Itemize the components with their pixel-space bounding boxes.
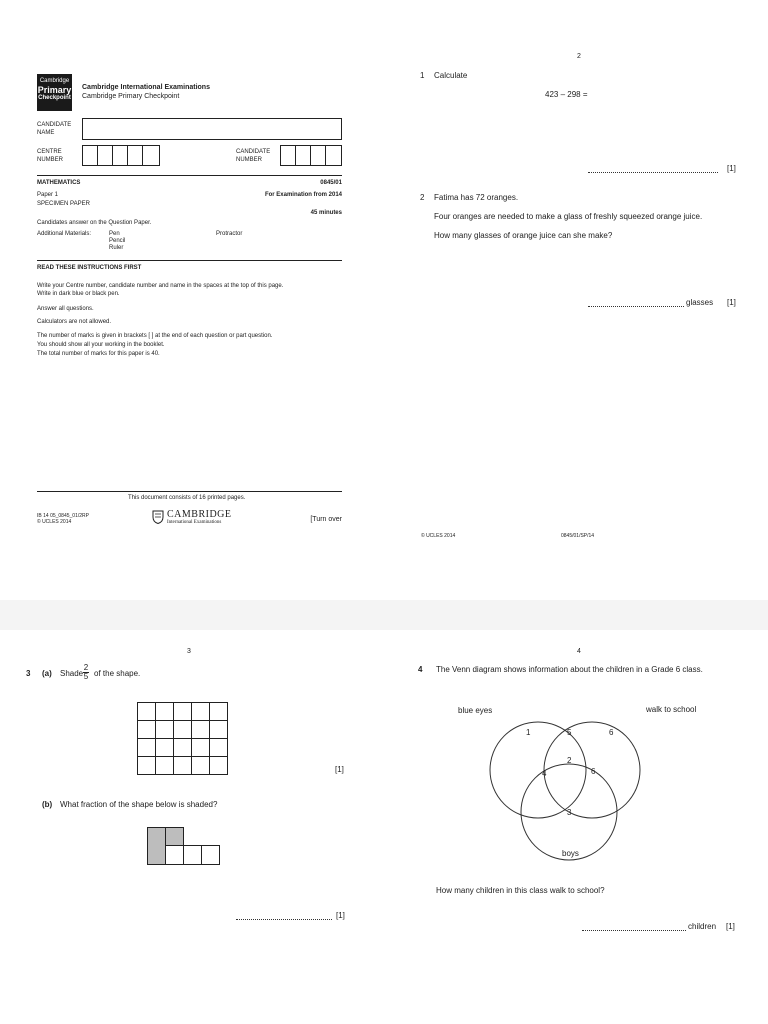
page-number: 3 — [187, 648, 191, 655]
paper-number: Paper 1 — [37, 192, 59, 198]
question-line: Four oranges are needed to make a glass of freshly squeezed orange juice. — [434, 212, 703, 221]
grid-cell[interactable] — [173, 720, 192, 739]
divider — [37, 491, 342, 492]
page-number: 2 — [577, 53, 581, 60]
grid-cell[interactable] — [209, 702, 228, 721]
program-name: Cambridge Primary Checkpoint — [82, 93, 180, 100]
grid-cell[interactable] — [173, 702, 192, 721]
shaded-shape — [147, 827, 220, 865]
question-number: 4 — [418, 665, 423, 674]
instruction-line: The number of marks is given in brackets [ ] at the end of each question or part question. — [37, 333, 273, 339]
answer-line[interactable] — [588, 306, 684, 307]
shading-grid[interactable] — [137, 702, 227, 774]
cambridge-sub: International Examinations — [167, 520, 222, 525]
grid-cell[interactable] — [173, 738, 192, 757]
specimen-label: SPECIMEN PAPER — [37, 201, 90, 207]
label-line: NUMBER — [37, 157, 64, 163]
fraction-numerator: 2 — [83, 663, 89, 672]
instruction-line: Write your Centre number, candidate number and name in the spaces at the top of this page. — [37, 283, 284, 289]
grid-cell[interactable] — [209, 756, 228, 775]
materials-list — [109, 231, 125, 252]
instruction-line: Calculators are not allowed. — [37, 319, 112, 325]
question-number: 3 — [26, 669, 31, 678]
venn-region-blue-only: 1 — [526, 728, 531, 737]
shaded-cell — [147, 827, 166, 865]
question-line: Fatima has 72 oranges. — [434, 193, 519, 202]
grid-cell[interactable] — [137, 702, 156, 721]
shade-word: Shade — [60, 669, 84, 678]
shade-instruction: of the shape. — [94, 669, 141, 678]
shape-cell — [201, 845, 220, 865]
venn-region-all-three: 2 — [567, 756, 572, 765]
materials-label: Additional Materials: — [37, 231, 92, 237]
shape-cell — [183, 827, 202, 846]
cambridge-shield-icon — [152, 510, 164, 524]
footer-code-line: IB 14 05_0845_01/2RP — [37, 513, 89, 519]
logo-line-2: Primary — [37, 85, 72, 95]
answer-line[interactable] — [236, 919, 332, 920]
question-number: 2 — [420, 193, 425, 202]
answer-on-paper: Candidates answer on the Question Paper. — [37, 220, 152, 226]
grid-cell[interactable] — [155, 720, 174, 739]
candidate-number-label — [236, 148, 270, 164]
grid-cell[interactable] — [209, 720, 228, 739]
venn-circle-blue-eyes — [490, 722, 586, 818]
footer-code — [37, 513, 89, 525]
question-text: The Venn diagram shows information about the children in a Grade 6 class. — [436, 665, 703, 674]
grid-cell[interactable] — [191, 720, 210, 739]
page-2 — [384, 0, 768, 600]
set-label-walk-to-school: walk to school — [646, 705, 697, 714]
grid-cell[interactable] — [173, 756, 192, 775]
logo-line-1: Cambridge — [39, 78, 70, 84]
grid-cell[interactable] — [137, 756, 156, 775]
cover-page — [0, 0, 384, 600]
instruction-line: The total number of marks for this paper is 40. — [37, 351, 160, 357]
grid-cell[interactable] — [155, 756, 174, 775]
venn-region-blue-walk: 5 — [567, 728, 572, 737]
grid-cell[interactable] — [137, 738, 156, 757]
answer-line[interactable] — [588, 172, 718, 173]
grid-cell[interactable] — [155, 702, 174, 721]
candidate-name-label — [37, 121, 71, 137]
turn-over: [Turn over — [310, 516, 342, 523]
cambridge-wordmark: CAMBRIDGE — [167, 509, 232, 520]
grid-cell[interactable] — [191, 756, 210, 775]
material-item: Pencil — [109, 238, 126, 244]
candidate-number-box[interactable] — [295, 145, 311, 166]
printed-pages: This document consists of 16 printed pages. — [128, 495, 246, 501]
candidate-name-field[interactable] — [82, 118, 342, 140]
question-line: How many glasses of orange juice can she make? — [434, 231, 613, 240]
instruction-line: You should show all your working in the booklet. — [37, 342, 165, 348]
divider — [37, 260, 342, 261]
exam-from: For Examination from 2014 — [264, 192, 342, 198]
fraction-two-fifths — [83, 664, 89, 681]
paper-code: 0845/01 — [320, 180, 342, 186]
material-item: Ruler — [109, 245, 124, 251]
org-name: Cambridge International Examinations — [82, 84, 210, 91]
mark-allocation: [1] — [727, 164, 736, 173]
set-label-blue-eyes: blue eyes — [458, 706, 493, 715]
label-line: NUMBER — [236, 157, 263, 163]
instructions-title: READ THESE INSTRUCTIONS FIRST — [37, 265, 142, 271]
part-label: (b) — [42, 800, 53, 809]
label-line: NAME — [37, 130, 55, 136]
centre-number-box[interactable] — [112, 145, 128, 166]
page-4 — [384, 630, 768, 1024]
candidate-number-box[interactable] — [325, 145, 342, 166]
grid-cell[interactable] — [137, 720, 156, 739]
shape-cell — [165, 845, 184, 865]
centre-number-box[interactable] — [82, 145, 98, 166]
candidate-number-box[interactable] — [280, 145, 296, 166]
instruction-line: Write in dark blue or black pen. — [37, 291, 120, 297]
candidate-number-box[interactable] — [310, 145, 326, 166]
question-text: What fraction of the shape below is shaded? — [60, 800, 218, 809]
label-line: CENTRE — [37, 149, 62, 155]
mark-allocation: [1] — [335, 765, 344, 774]
material-item: Pen — [109, 231, 120, 237]
footer-code: 0845/01/SP/14 — [561, 533, 595, 539]
centre-number-label — [37, 148, 63, 164]
divider — [37, 175, 342, 176]
logo-line-3: Checkpoint — [38, 95, 71, 101]
shaded-cell — [165, 827, 184, 846]
set-label-boys: boys — [562, 849, 579, 858]
grid-cell[interactable] — [155, 738, 174, 757]
venn-region-walk-boys: 6 — [591, 767, 596, 776]
page-3 — [0, 630, 384, 1024]
footer-code-line: © UCLES 2014 — [37, 519, 72, 525]
instruction-line: Answer all questions. — [37, 306, 94, 312]
footer-copyright: © UCLES 2014 — [421, 533, 456, 539]
grid-cell[interactable] — [209, 738, 228, 757]
grid-cell[interactable] — [191, 738, 210, 757]
mark-allocation: [1] — [336, 911, 345, 920]
mark-allocation: [1] — [726, 922, 735, 931]
grid-cell[interactable] — [191, 702, 210, 721]
duration: 45 minutes — [310, 210, 342, 216]
question-text: How many children in this class walk to school? — [436, 886, 605, 895]
subject: MATHEMATICS — [37, 180, 81, 186]
centre-number-box[interactable] — [127, 145, 143, 166]
label-line: CANDIDATE — [236, 149, 271, 155]
answer-unit: children — [688, 922, 717, 931]
page-number: 4 — [577, 648, 581, 655]
question-number: 1 — [420, 71, 425, 80]
venn-region-blue-boys: 4 — [542, 769, 547, 778]
answer-line[interactable] — [582, 930, 686, 931]
shape-cell — [183, 845, 202, 865]
centre-number-box[interactable] — [97, 145, 113, 166]
label-line: CANDIDATE — [37, 122, 72, 128]
calculation-expression: 423 – 298 = — [545, 90, 588, 99]
centre-number-box[interactable] — [142, 145, 160, 166]
checkpoint-logo — [37, 74, 72, 111]
venn-region-walk-only: 6 — [609, 728, 614, 737]
protractor-item: Protractor — [216, 231, 243, 237]
mark-allocation: [1] — [727, 298, 736, 307]
question-text: Calculate — [434, 71, 468, 80]
part-label: (a) — [42, 669, 52, 678]
answer-unit: glasses — [686, 298, 714, 307]
fraction-denominator: 5 — [83, 672, 89, 681]
venn-region-boys-only: 3 — [567, 808, 572, 817]
